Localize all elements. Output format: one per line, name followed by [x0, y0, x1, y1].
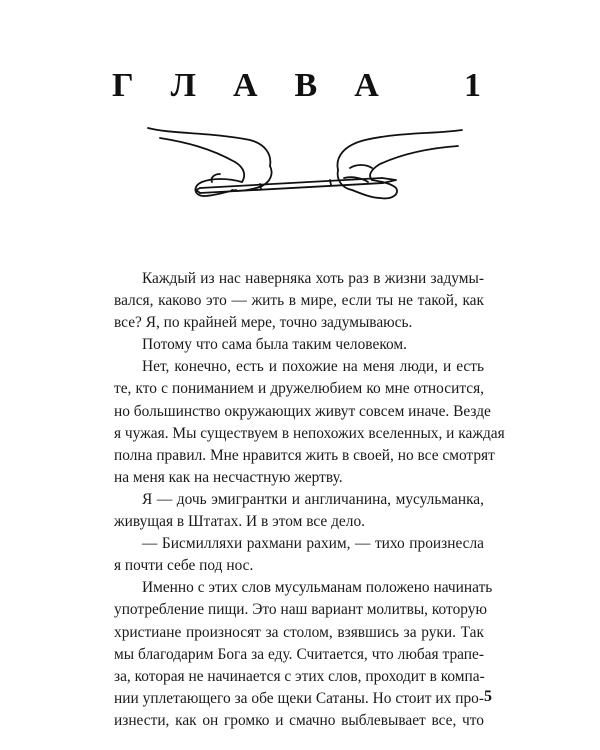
text-line: Именно с этих слов мусульманам положено начинать — [142, 579, 493, 597]
text-line: изнести, как он громко и смачно выблевывает все, что — [114, 711, 484, 729]
text-line: Я — дочь эмигрантки и англичанина, мусульманка, — [142, 490, 484, 508]
paragraph — [114, 356, 505, 489]
chapter-letter: А — [354, 67, 380, 104]
text-line: употребление пищи. Это наш вариант молитвы, которую — [114, 601, 487, 619]
chapter-letter: Л — [170, 67, 197, 104]
hands-holding-pencil-icon — [140, 120, 470, 220]
paragraph — [114, 489, 484, 533]
paragraph — [114, 334, 484, 356]
text-line: нии уплетающего за обе щеки Сатаны. Но стоит их про- — [114, 689, 484, 707]
text-line: те, кто с пониманием и дружелюбием ко мне относится, — [114, 380, 484, 398]
paragraph — [114, 268, 484, 334]
body-text — [114, 268, 505, 732]
text-line: Потому что сама была таким человеком. — [142, 336, 407, 354]
chapter-number: 1 — [464, 67, 482, 104]
text-line: все? Я, по крайней мере, точно задумываюсь. — [114, 314, 413, 332]
text-line: вался, каково это — жить в мире, если ты не такой, как — [114, 292, 484, 310]
chapter-letter: В — [294, 67, 319, 104]
page-number: 5 — [484, 688, 492, 705]
chapter-letter: Г — [112, 67, 135, 104]
text-line: Каждый из нас наверняка хоть раз в жизни задумы- — [142, 270, 484, 287]
text-line: на меня как на несчастную жертву. — [114, 468, 343, 486]
text-line: я чужая. Мы существуем в непохожих вселенных, и каждая — [114, 424, 505, 442]
text-line: — Бисмилляхи рахмани рахим, — тихо произнесла — [142, 535, 484, 553]
text-line: живущая в Штатах. И в этом все дело. — [114, 513, 365, 531]
text-line: полна правил. Мне нравится жить в своей, но все смотрят — [114, 446, 495, 464]
text-line: Нет, конечно, есть и похожие на меня люди, и есть — [142, 358, 484, 376]
text-line: мы благодарим Бога за еду. Считается, что любая трапе- — [114, 645, 484, 663]
chapter-heading — [112, 66, 482, 106]
text-line: я почти себе под нос. — [114, 557, 254, 575]
text-line: за, которая не начинается с этих слов, проходит в компа- — [114, 667, 485, 685]
text-line: христиане произносят за столом, взявшись за руки. Так — [114, 623, 484, 641]
paragraph — [114, 577, 493, 732]
paragraph — [114, 533, 484, 577]
chapter-letter: А — [232, 67, 259, 104]
chapter-word — [112, 67, 380, 105]
text-line: но большинство окружающих живут совсем иначе. Везде — [114, 402, 491, 420]
